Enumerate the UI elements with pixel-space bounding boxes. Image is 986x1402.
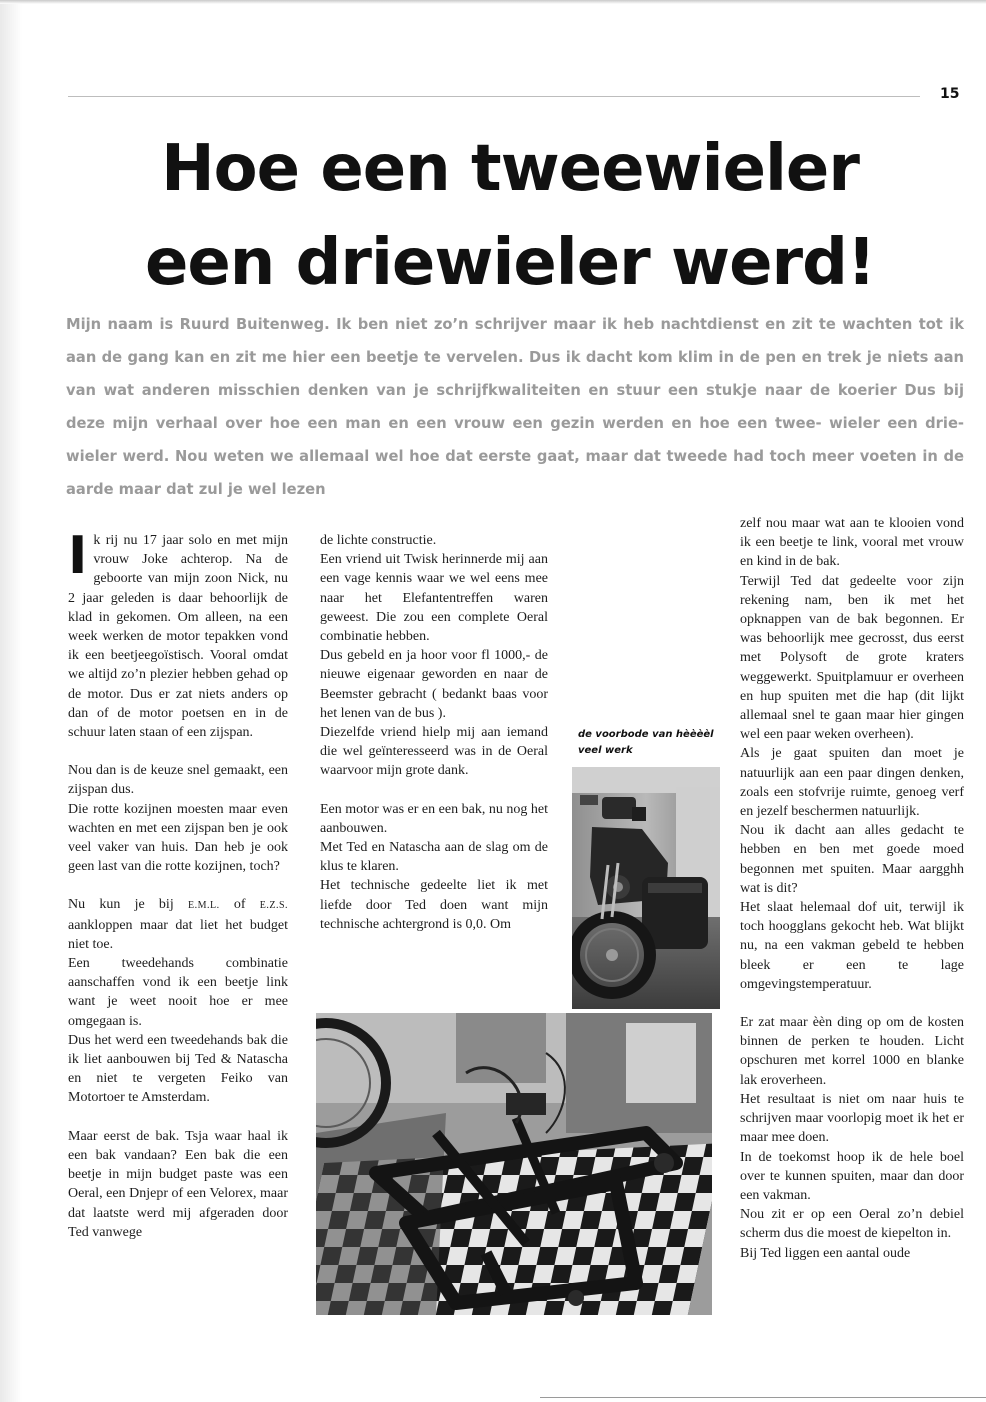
column-1-paragraph-4 (68, 895, 288, 954)
sidecar-frame-photo (316, 1013, 712, 1315)
column-1-paragraph-2: Nou dan is de keuze snel gemaakt, een zijspan dus. (68, 763, 288, 798)
paragraph-text: Nu kun je bij (68, 897, 174, 913)
sidecar-motorcycle-photo (572, 767, 720, 1009)
column-3-paragraph-6: Er zat maar èèn ding op om de kosten binnen de perken te houden. Licht opschuren met korrel 1000 en blanke lak eroverheen. (740, 1015, 964, 1088)
org-abbreviation: E.Z.S. (259, 900, 289, 912)
column-1-paragraph-7: Maar eerst de bak. Tsja waar haal ik een bak vandaan? Een bak die een beetje in mijn budget paste was een Oeral, een Dnjepr of een Velorex, maar dat laatste werd mij afgeraden door Ted vanwege (68, 1128, 288, 1240)
caption-line-2: veel werk (578, 745, 633, 756)
org-abbreviation: E.M.L. (187, 900, 220, 912)
scan-edge-left (0, 0, 22, 1402)
column-2-paragraph-6: Met Ted en Natascha aan de slag om de klus te klaren. (320, 840, 548, 875)
paragraph-text: aankloppen maar dat liet het budget niet toe. (68, 917, 288, 952)
caption-line-1: de voorbode van hèèèèl (578, 729, 714, 740)
column-3-paragraph-3: Als je gaat spuiten dan moet je natuurlijk aan een paar dingen denken, zoals een stofvrije ruimte, genoeg verf en jezelf beschermen natuurlijk. (740, 746, 964, 820)
column-2-paragraph-2: Een vriend uit Twisk herinnerde mij aan een vage kennis waar we wel eens mee naar het Elefantentreffen waren geweest. Die zou een complete Oeral combinatie hebben. (320, 552, 548, 645)
article-intro: Mijn naam is Ruurd Buitenweg. Ik ben niet zo’n schrijver maar ik heb nachtdienst en zit te wachten tot ik aan de gang kan en zit me hier een beetje te vervelen. Dus ik dacht kom klim in de pen en trek je niets aan van wat anderen misschien denken van je schrijfkwaliteiten en stuur een stukje naar de koerier Dus bij deze mijn verhaal over hoe een man en een vrouw een gezin werden en hoe een twee- wieler een drie-wieler werd. Nou weten we allemaal wel hoe dat eerste gaat, maar dat tweede had toch meer voeten in de aarde maar dat zul je wel lezen (66, 316, 964, 498)
column-3-paragraph-10: Bij Ted liggen een aantal oude (740, 1245, 911, 1261)
column-3-paragraph-8: In de toekomst hoop ik de hele boel over te kunnen spuiten, maar dan door een vakman. (740, 1149, 964, 1203)
column-1-paragraph-6: Dus het werd een tweedehands bak die ik liet aanbouwen bij Ted & Natascha en niet te vergeten Feiko van Motortoer te Amsterdam. (68, 1032, 288, 1106)
column-2-paragraph-4: Diezelfde vriend hielp mij aan iemand die wel geïnteresseerd was in de Oeral waarvoor mijn grote dank. (320, 725, 548, 779)
column-3-paragraph-4: Nou ik dacht aan alles gedacht te hebben en ben met goede moed begonnen met spuiten. Maar aargghh wat is dit? (740, 823, 964, 896)
column-2-paragraph-5: Een motor was er en een bak, nu nog het aanbouwen. (320, 801, 548, 836)
article-column-3 (740, 514, 964, 1263)
column-1-paragraph-5: Een tweedehands combinatie aanschaffen vond ik een beetje link want je weet nooit hoe er mee omgegaan is. (68, 956, 288, 1029)
column-2-paragraph-7: Het technische gedeelte liet ik met liefde door Ted doen want mijn technische achtergrond is 0,0. Om (320, 878, 548, 932)
page-number: 15 (940, 86, 960, 102)
article-column-2 (320, 531, 548, 934)
column-3-paragraph-9: Nou zit er op een Oeral zo’n debiel scherm dus die moest de kiepelton in. (740, 1207, 964, 1242)
column-3-paragraph-2: Terwijl Ted dat gedeelte voor zijn rekening nam, ben ik met het opknappen van de bak begonnen. Er was behoorlijk mee gecrosst, dus eerst met Polysoft de grote kraters weggewerkt. Spuitplamuur er overheen en hup spuiten met die hap (dit lijkt allemaal snel te gaan maar hier gingen wel een paar weken overheen). (740, 573, 964, 743)
column-2-paragraph-1: de lichte constructie. (320, 533, 437, 548)
column-3-paragraph-5: Het slaat helemaal dof uit, terwijl ik toch hoogglans gekocht heb. Wat blijkt nu, na een vakman gebeld te hebben bleek er een te lage omgevingstemperatuur. (740, 900, 964, 992)
column-3-paragraph-1: zelf nou maar wat aan te klooien vond ik een beetje te link, vooral met vrouw en kind in de bak. (740, 516, 964, 570)
column-1-paragraph-3: Die rotte kozijnen moesten maar even wachten en met een zijspan ben je ook veel vaker van huis. Dan heb je ook geen last van die rotte kozijnen, toch? (68, 801, 288, 875)
header-rule (68, 96, 920, 97)
article-column-1 (68, 526, 289, 1242)
footer-rule (540, 1397, 986, 1398)
drop-cap: I (68, 526, 88, 586)
article-title-line-1: Hoe een tweewieler (161, 132, 859, 206)
paragraph-text: of (233, 897, 246, 913)
photo-caption (578, 727, 718, 759)
column-3-paragraph-7: Het resultaat is niet om naar huis te schrijven maar voorlopig moet ik het er maar mee doen. (740, 1091, 964, 1146)
scan-edge-top (0, 0, 986, 4)
column-2-paragraph-3: Dus gebeld en ja hoor voor fl 1000,- de nieuwe eigenaar geworden en naar de Beemster gebracht ( bedankt baas voor het lenen van de bus ). (320, 648, 548, 721)
column-1-paragraph-1 (68, 526, 288, 742)
paragraph-text: k rij nu 17 jaar solo en met mijn vrouw Joke achterop. Na de geboorte van mijn zoon Nick, nu 2 jaar geleden is daar behoorlijk de klad in gekomen. Om alleen, na een week werken de motor tepakken vond ik een beetjeegoïstisch. Vooral omdat we altijd zo’n plezier hebben gehad op de motor. Dus er zat niets anders op dan of de motor poetsen en in de schuur laten staan of een zijspan. (68, 533, 288, 741)
article-title-line-2: een driewieler werd! (144, 226, 876, 300)
